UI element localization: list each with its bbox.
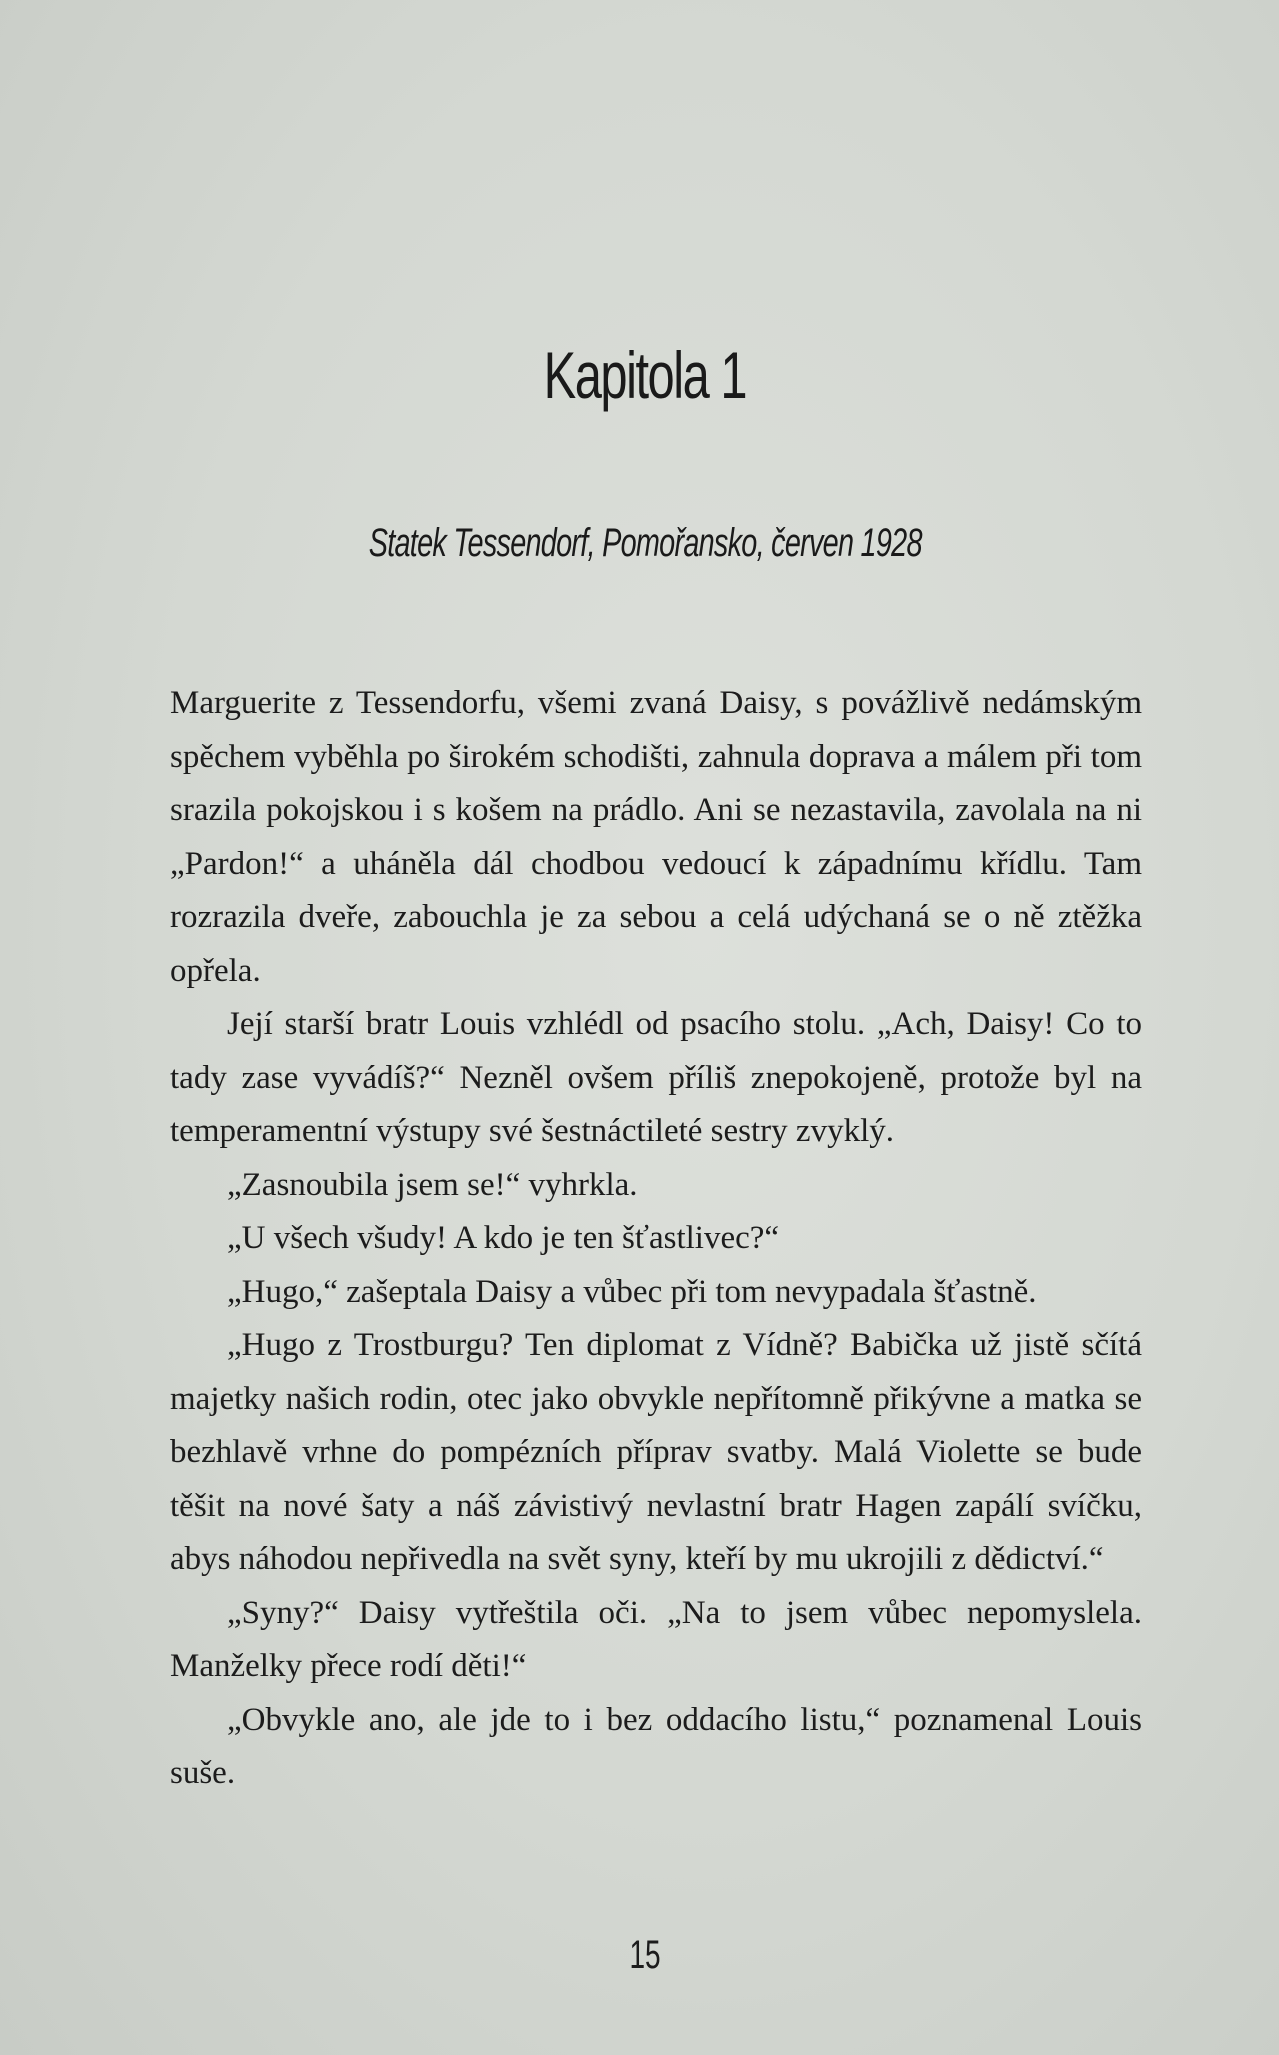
chapter-title: Kapitola 1 bbox=[543, 338, 747, 412]
paragraph: Marguerite z Tessendorfu, všemi zvaná Daisy, s povážlivě nedámským spěchem vyběhla po širokém schodišti, zahnula doprava a málem při tom srazila pokojskou i s košem na prádlo. Ani se nezastavila, zavolala na ni „Pardon!“ a uháněla dál chodbou vedoucí k západnímu křídlu. Tam rozrazila dveře, zabouchla je za sebou a celá udýchaná se o ně ztěžka opřela. bbox=[170, 685, 1142, 989]
paragraph: „Hugo,“ zašeptala Daisy a vůbec při tom nevypadala šťastně. bbox=[227, 1273, 1037, 1310]
page-number: 15 bbox=[629, 1933, 661, 1977]
body-text bbox=[170, 677, 1142, 1801]
paragraph: „Zasnoubila jsem se!“ vyhrkla. bbox=[227, 1166, 638, 1203]
paragraph: „Hugo z Trostburgu? Ten diplomat z Vídně? Babička už jistě sčítá majetky našich rodin, otec jako obvykle nepřítomně přikývne a matka se bezhlavě vrhne do pompézních příprav svatby. Malá Violette se bude těšit na nové šaty a náš závistivý nevlastní bratr Hagen zapálí svíčku, abys náhodou nepřivedla na svět syny, kteří by mu ukrojili z dědictví.“ bbox=[170, 1327, 1142, 1577]
paragraph: Její starší bratr Louis vzhlédl od psacího stolu. „Ach, Daisy! Co to tady zase vyvádíš?“ Nezněl ovšem příliš znepokojeně, protože byl na temperamentní výstupy své šestnáctileté sestry zvyklý. bbox=[170, 1006, 1142, 1149]
paragraph: „Obvykle ano, ale jde to i bez oddacího listu,“ poznamenal Louis suše. bbox=[170, 1701, 1142, 1791]
chapter-subtitle: Statek Tessendorf, Pomořansko, červen 1928 bbox=[368, 521, 922, 565]
paragraph: „Syny?“ Daisy vytřeštila oči. „Na to jsem vůbec nepomyslela. Manželky přece rodí děti!“ bbox=[170, 1594, 1142, 1684]
paragraph: „U všech všudy! A kdo je ten šťastlivec?“ bbox=[227, 1220, 780, 1256]
